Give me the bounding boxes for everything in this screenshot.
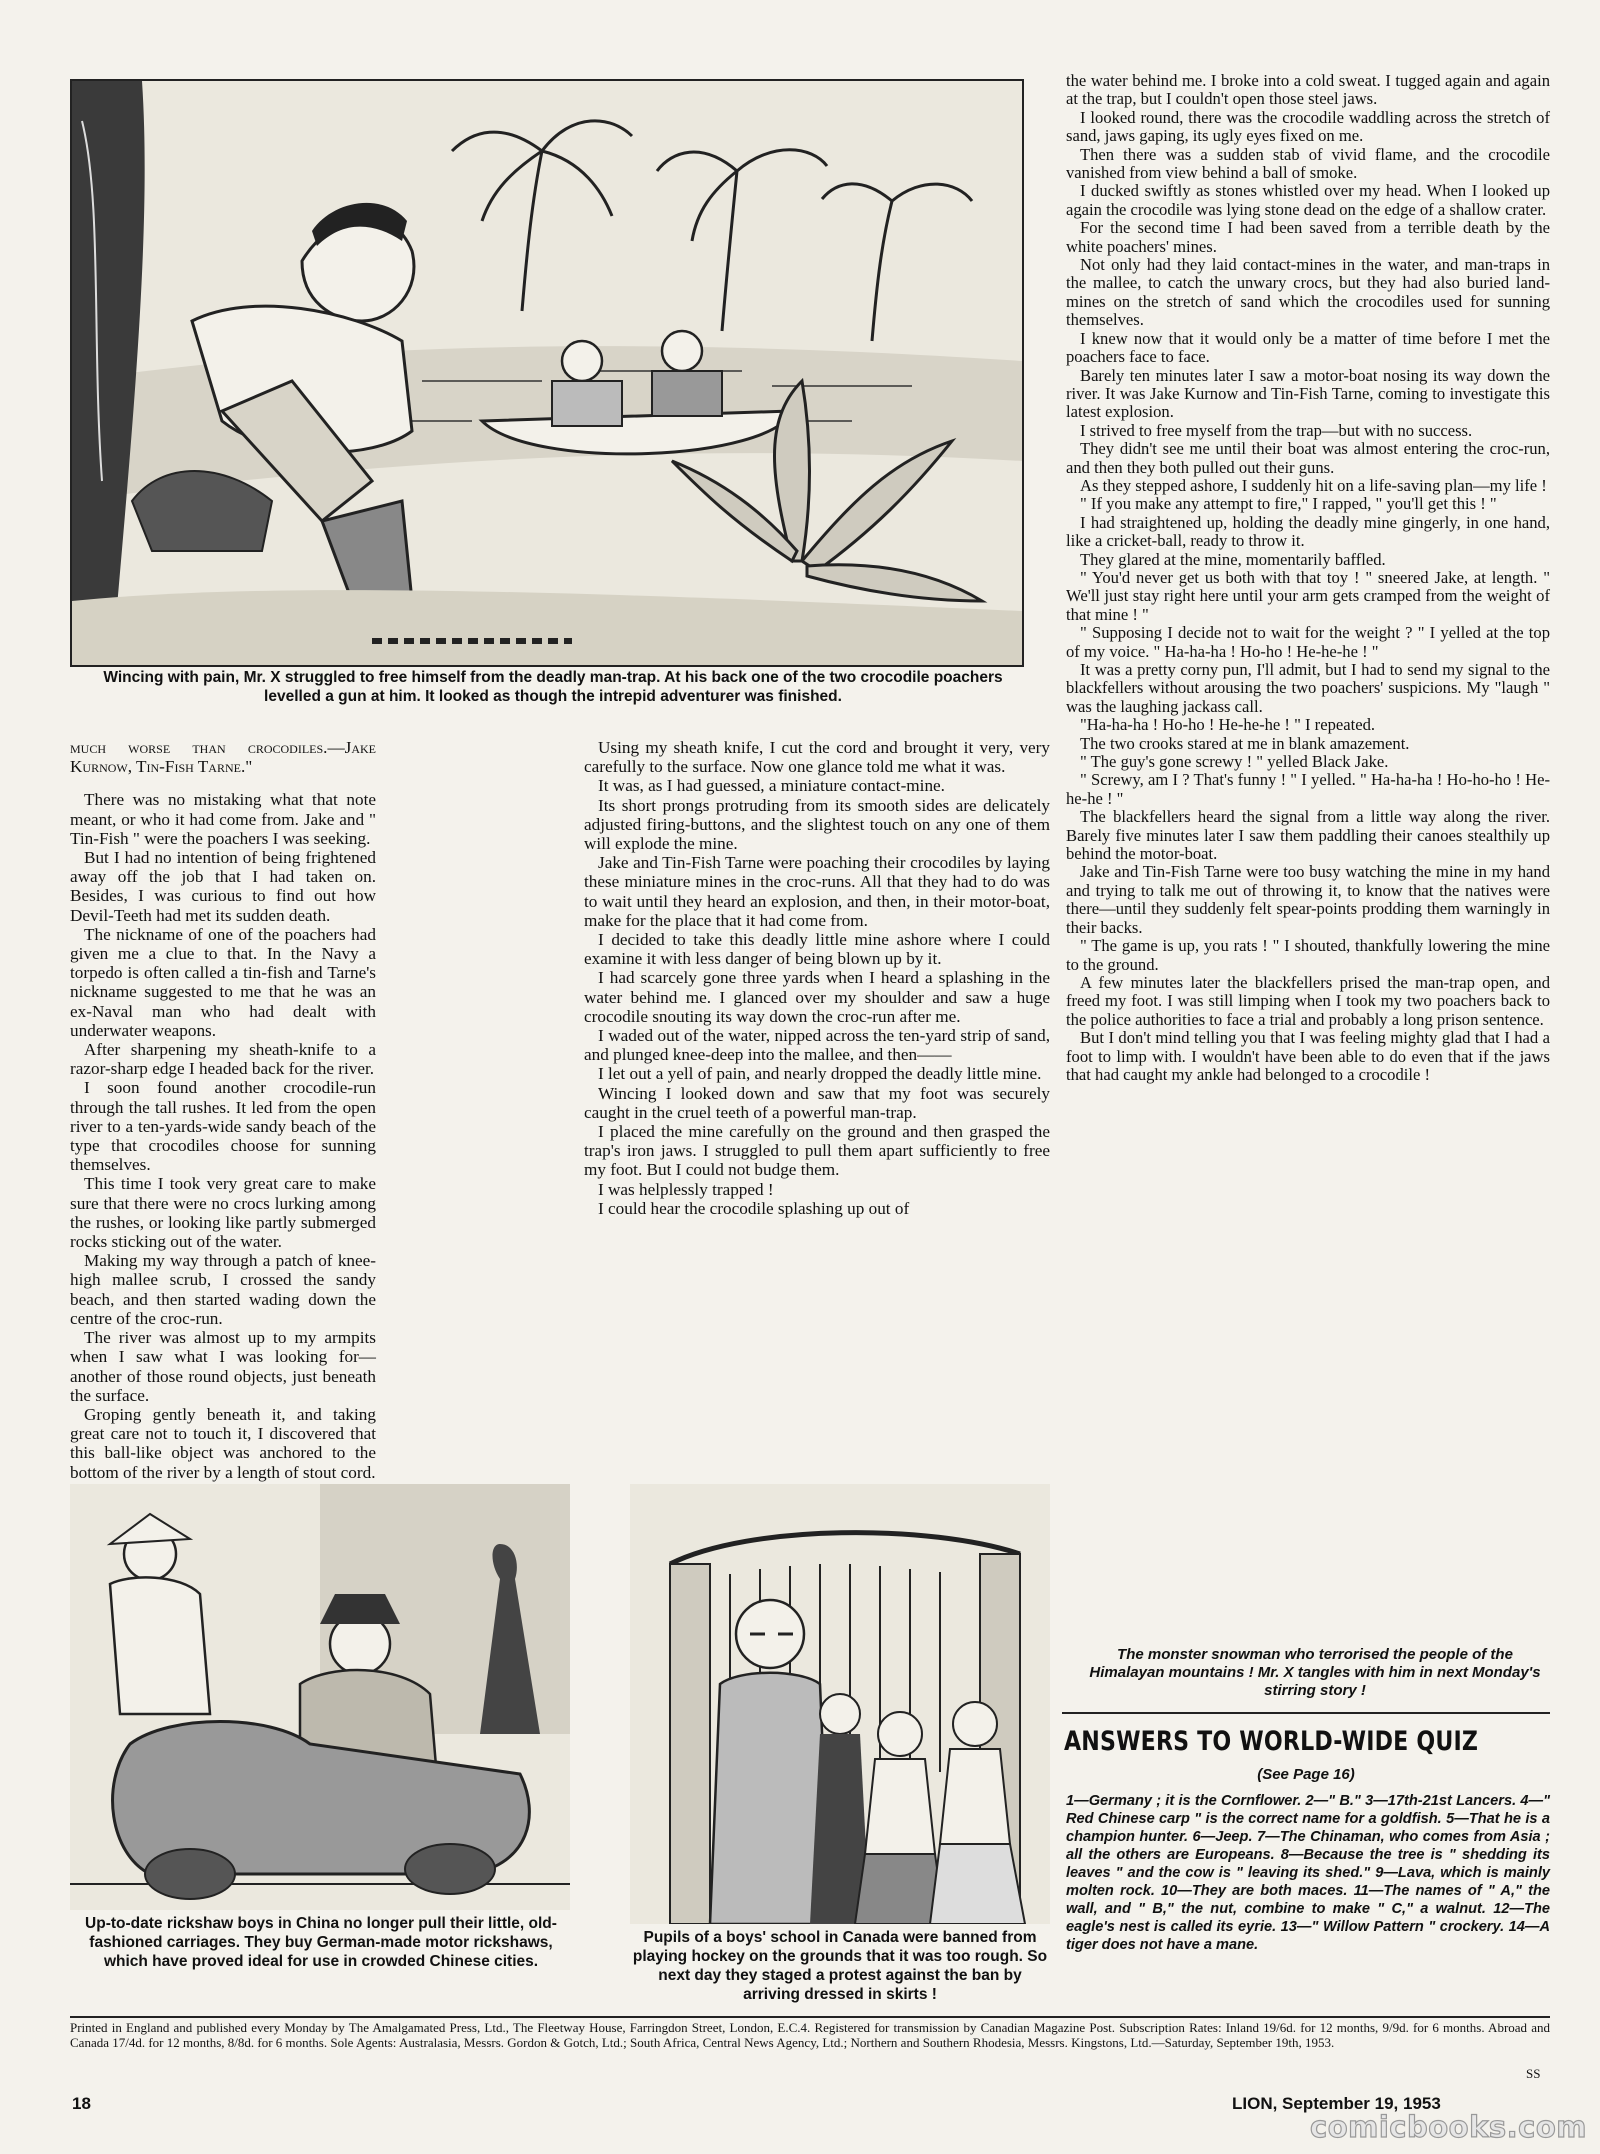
story-paragraph: The two crooks stared at me in blank amazement. (1080, 733, 1410, 753)
story-paragraph: They didn't see me until their boat was almost entering the croc-run, and then they both pulled out their guns. (1066, 439, 1550, 477)
story-column-1 (70, 738, 376, 1482)
story-paragraph: The nickname of one of the poachers had given me a clue to that. In the Navy a torpedo is often called a tin-fish and Tarne's nickname suggested to me that he was an ex-Naval man who had dealt with underwater weapons. (70, 924, 376, 1040)
story-paragraph: " Supposing I decide not to wait for the weight ? " I yelled at the top of my voice. " Ha-ha-ha ! Ho-ho ! He-he-he ! " (1066, 623, 1550, 661)
story-paragraph: " The guy's gone screwy ! " yelled Black Jake. (1080, 752, 1389, 772)
story-paragraph: The river was almost up to my armpits when I saw what I was looking for—another of those round objects, just beneath the surface. (70, 1328, 376, 1405)
story-paragraph: There was no mistaking what that note meant, or who it had come from. Jake and " Tin-Fish " were the poachers I was seeking. (70, 790, 376, 848)
jungle-man-trap-illustration (70, 79, 1024, 667)
story-paragraph: I decided to take this deadly little mine ashore where I could examine it with less danger of being blown up by it. (584, 930, 1050, 969)
story-paragraph: I was helplessly trapped ! (598, 1179, 774, 1199)
publication-dateline: LION, September 19, 1953 (1232, 2094, 1441, 2113)
school-caption: Pupils of a boys' school in Canada were banned from playing hockey on the grounds that it was too rough. So next day they staged a protest against the ban by arriving dressed in skirts ! (632, 1929, 1048, 2003)
footer-code: SS (1526, 2066, 1541, 2081)
story-paragraph: " If you make any attempt to fire," I rapped, " you'll get this ! " (1080, 494, 1497, 514)
story-paragraph: I placed the mine carefully on the ground and then grasped the trap's iron jaws. I struggled to pull them apart sufficiently to free my foot. But I could not budge them. (584, 1122, 1050, 1180)
story-paragraph: I knew now that it would only be a matter of time before I met the poachers face to face. (1066, 328, 1550, 367)
story-paragraph: For the second time I had been saved from a terrible death by the white poachers' mines. (1066, 218, 1550, 256)
story-paragraph: The blackfellers heard the signal from a little way along the river. Barely five minutes later I saw them paddling their canoes stealthily up behind the motor-boat. (1066, 807, 1550, 864)
story-paragraph: It was, as I had guessed, a miniature contact-mine. (598, 776, 945, 796)
top-illustration-caption: Wincing with pain, Mr. X struggled to free himself from the deadly man-trap. At his back one of the two crocodile poachers levelled a gun at him. It looked as though the intrepid adventurer was finished. (103, 669, 1003, 705)
story-paragraph: much worse than crocodiles.—Jake Kurnow, Tin-Fish Tarne." (70, 738, 376, 777)
story-paragraph: Groping gently beneath it, and taking great care not to touch it, I discovered that this ball-like object was anchored to the bottom of the river by a length of stout cord. (70, 1404, 376, 1482)
story-paragraph: Not only had they laid contact-mines in the water, and man-traps in the mallee, to catch the unwary crocs, but they had also buried land-mines on the stretch of sand which the crocodiles used for sunning themselves. (1066, 255, 1550, 330)
story-paragraph: I waded out of the water, nipped across the ten-yard strip of sand, and plunged knee-deep into the mallee, and then—— (584, 1026, 1050, 1065)
imprint-notice: Printed in England and published every Monday by The Amalgamated Press, Ltd., The Fleetway House, Farringdon Street, London, E.C.4. Registered for transmission by Canadian Magazine Post. Subscription Rates: Inland 19/6d. for 12 months, 9/9d. for 6 months. Abroad and Canada 17/4d. for 12 months, 8/8d. for 6 months. Sole Agents: Australasia, Messrs. Gordon & Gotch, Ltd.; South Africa, Central News Agency, Ltd.; Northern and Southern Rhodesia, Messrs. Kingstons, Ltd.—Saturday, September 19th, 1953. (70, 2020, 1550, 2050)
story-paragraph: I had straightened up, holding the deadly mine gingerly, in one hand, like a cricket-ball, ready to throw it. (1066, 512, 1550, 551)
story-paragraph: But I don't mind telling you that I was feeling mighty glad that I had a foot to limp with. I wouldn't have been able to do even that if the jaws that had caught my ankle had belonged to a crocodile ! (1066, 1028, 1550, 1084)
story-paragraph: Its short prongs protruding from its smooth sides are delicately adjusted firing-buttons, and the slightest touch on any one of them will explode the mine. (584, 795, 1050, 854)
story-paragraph: They glared at the mine, momentarily baffled. (1080, 549, 1386, 569)
quiz-heading: ANSWERS TO WORLD-WIDE QUIZ (1064, 1726, 1479, 1757)
story-paragraph: A few minutes later the blackfellers prised the man-trap open, and freed my foot. I was still limping when I took my two poachers back to the police authorities to face a trial and probably a long prison sentence. (1066, 972, 1550, 1029)
school-boys-icon (630, 1484, 1050, 1924)
page-number: 18 (72, 2094, 91, 2113)
rickshaw-caption: Up-to-date rickshaw boys in China no longer pull their little, old-fashioned carriages. They buy German-made motor rickshaws, which have proved ideal for use in crowded Chinese cities. (85, 1915, 557, 1970)
story-paragraph: I had scarcely gone three yards when I heard a splashing in the water behind me. I glanced over my shoulder and saw a huge crocodile snouting its way down the croc-run after me. (584, 968, 1050, 1026)
rickshaw-illustration (70, 1484, 570, 1910)
story-paragraph: Wincing I looked down and saw that my foot was securely caught in the cruel teeth of a powerful man-trap. (584, 1083, 1050, 1122)
story-paragraph: It was a pretty corny pun, I'll admit, but I had to send my signal to the blackfellers without arousing the two poachers' suspicions. My "laugh " was the laughing jackass call. (1066, 660, 1550, 716)
story-paragraph: I ducked swiftly as stones whistled over my head. When I looked up again the crocodile was lying stone dead on the edge of a shallow crater. (1066, 181, 1550, 219)
story-paragraph: As they stepped ashore, I suddenly hit on a life-saving plan—my life ! (1080, 475, 1547, 495)
story-column-2 (584, 738, 1050, 1218)
story-paragraph: After sharpening my sheath-knife to a razor-sharp edge I headed back for the river. (70, 1040, 376, 1079)
story-paragraph: I strived to free myself from the trap—but with no success. (1080, 420, 1473, 440)
jungle-man-trap-icon (72, 81, 1022, 665)
story-paragraph: This time I took very great care to make sure that there were no crocs lurking among the rushes, or looking like partly submerged rocks sticking out of the water. (70, 1174, 376, 1252)
imprint-top-rule (70, 2016, 1550, 2018)
quiz-answers: 1—Germany ; it is the Cornflower. 2—" B." 3—17th-21st Lancers. 4—" Red Chinese carp " is the correct name for a goldfish. 5—That he is a champion hunter. 6—Jeep. 7—The Chinaman, who comes from Asia ; all the others are Europeans. 8—Because the tree is " shedding its leaves " and the cow is " leaving its shed." 9—Lava, which is mainly molten rock. 10—They are both maces. 11—The names of " A," the wall, and " B," the nut, combine to make " C," a walnut. 12—The eagle's nest is called its eyrie. 13—" Willow Pattern " crockery. 14—A tiger does not have a mane. (1066, 1793, 1550, 1953)
quiz-subheading: (See Page 16) (1257, 1766, 1355, 1783)
next-week-teaser: The monster snowman who terrorised the people of the Himalayan mountains ! Mr. X tangles with him in next Monday's stirring story ! (1089, 1646, 1541, 1699)
rickshaw-icon (70, 1484, 570, 1910)
story-paragraph: "Ha-ha-ha ! Ho-ho ! He-he-he ! " I repeated. (1080, 715, 1376, 735)
story-paragraph: Jake and Tin-Fish Tarne were too busy watching the mine in my hand and trying to talk me out of throwing it, to know that the natives were there—until they suddenly felt spear-points prodding them warningly in their backs. (1066, 862, 1550, 937)
story-paragraph: I let out a yell of pain, and nearly dropped the deadly little mine. (598, 1064, 1042, 1084)
story-column-3 (1066, 72, 1550, 1084)
story-paragraph: " Screwy, am I ? That's funny ! " I yelled. " Ha-ha-ha ! Ho-ho-ho ! He-he-he ! " (1066, 770, 1550, 808)
story-paragraph: I looked round, there was the crocodile waddling across the stretch of sand, jaws gaping, its ugly eyes fixed on me. (1066, 107, 1550, 146)
story-paragraph: the water behind me. I broke into a cold sweat. I tugged again and again at the trap, but I couldn't open those steel jaws. (1066, 71, 1550, 109)
site-watermark: comicbooks.com (1310, 2110, 1587, 2144)
story-paragraph: I soon found another crocodile-run through the tall rushes. It led from the open river to a ten-yards-wide sandy beach of the type that crocodiles choose for sunning themselves. (70, 1078, 376, 1175)
quiz-top-rule (1062, 1712, 1550, 1714)
story-paragraph: Using my sheath knife, I cut the cord and brought it very, very carefully to the surface. Now one glance told me what it was. (584, 738, 1050, 777)
story-paragraph: Barely ten minutes later I saw a motor-boat nosing its way down the river. It was Jake Kurnow and Tin-Fish Tarne, coming to investigate this latest explosion. (1066, 365, 1550, 422)
story-paragraph: Jake and Tin-Fish Tarne were poaching their crocodiles by laying these miniature mines in the croc-runs. All that they had to do was to wait until they heard an explosion, and then, in their motor-boat, make for the place that it had come from. (584, 853, 1050, 930)
story-paragraph: " You'd never get us both with that toy ! " sneered Jake, at length. " We'll just stay right here until your arm gets cramped from the weight of that mine ! " (1066, 567, 1550, 624)
school-boys-illustration (630, 1484, 1050, 1924)
story-paragraph: " The game is up, you rats ! " I shouted, thankfully lowering the mine to the ground. (1066, 936, 1550, 974)
story-paragraph: Making my way through a patch of knee-high mallee scrub, I crossed the sandy beach, and then started wading down the centre of the croc-run. (70, 1251, 376, 1328)
story-paragraph: I could hear the crocodile splashing up out of (598, 1198, 910, 1218)
story-paragraph: Then there was a sudden stab of vivid flame, and the crocodile vanished from view behind a ball of smoke. (1066, 144, 1550, 183)
story-paragraph: But I had no intention of being frightened away off the job that I had taken on. Besides, I was curious to find out how Devil-Teeth had met its sudden death. (70, 848, 376, 925)
